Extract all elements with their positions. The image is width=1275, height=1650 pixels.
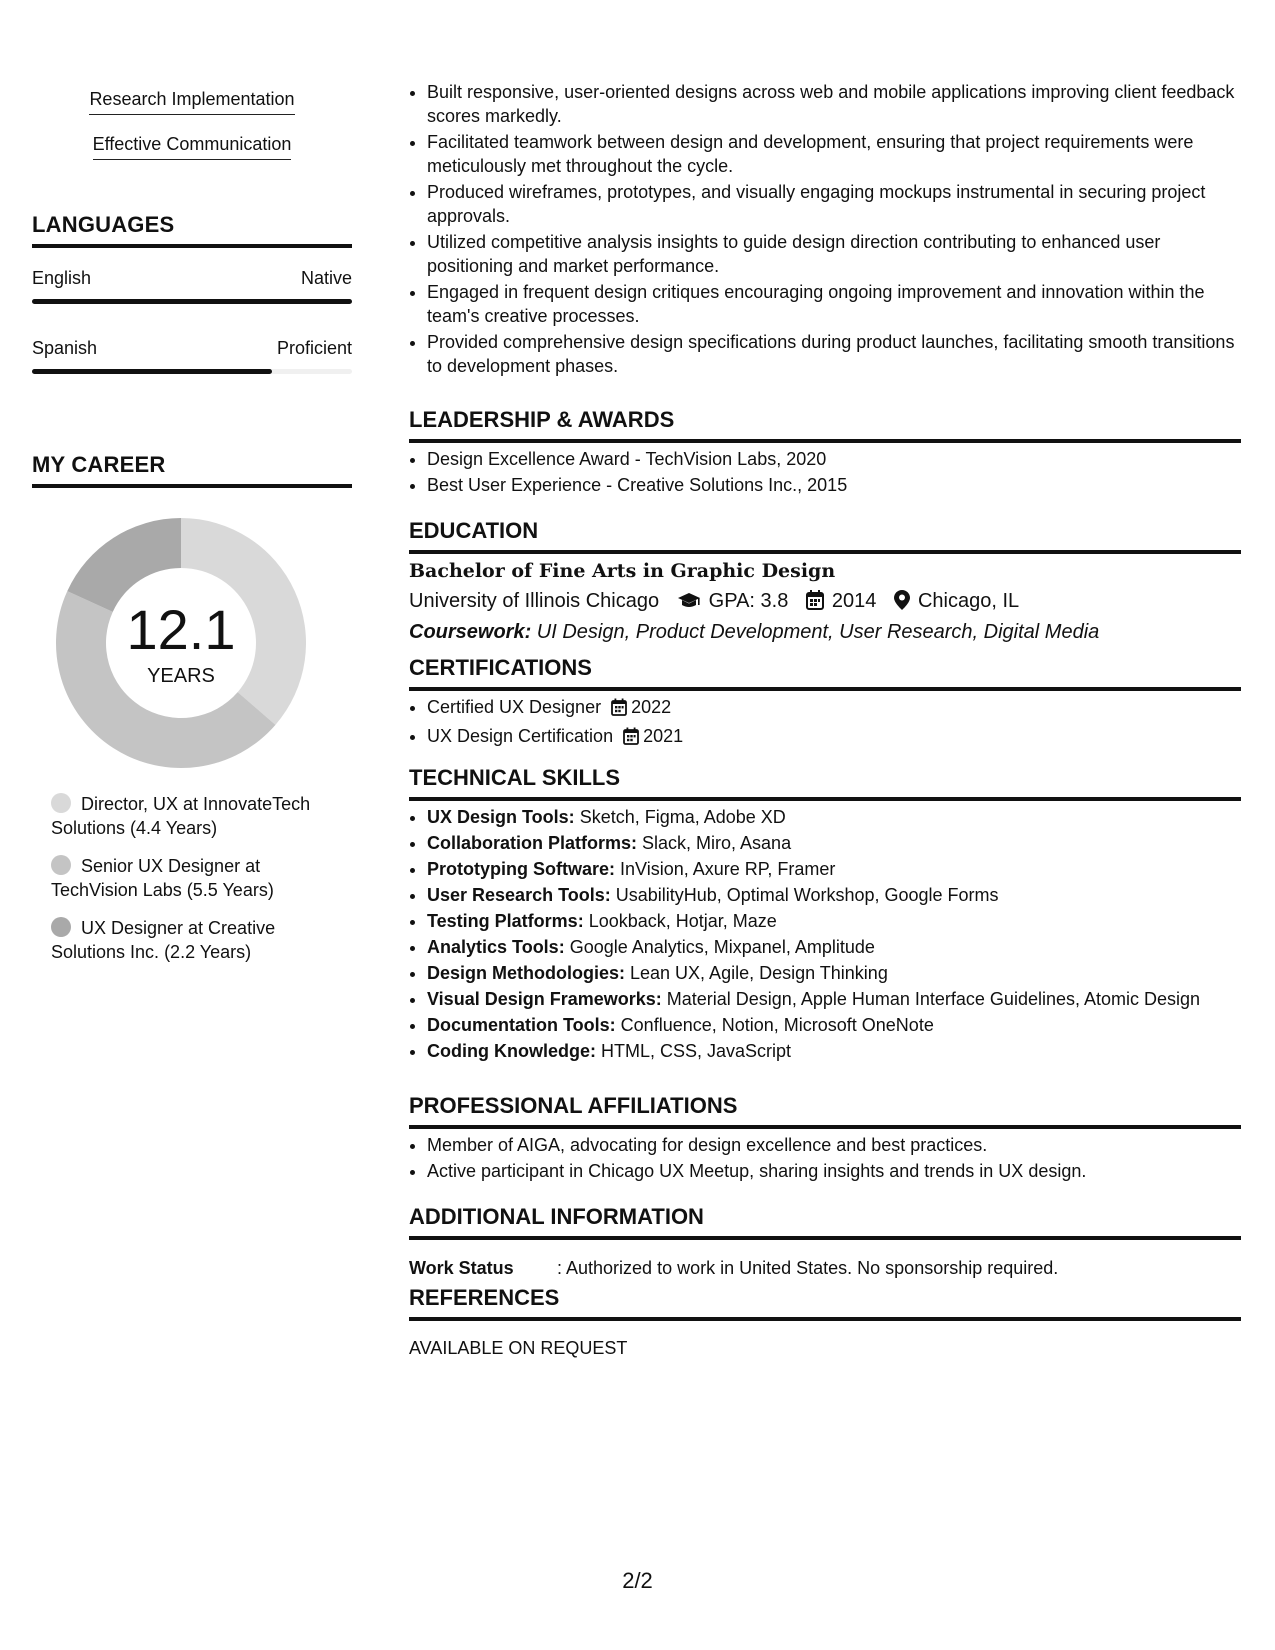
skill-tag: Effective Communication [32, 131, 352, 160]
location-pin-icon [894, 590, 910, 617]
list-item: • Coding Knowledge: HTML, CSS, JavaScript [427, 1039, 1241, 1063]
career-donut-chart [56, 518, 306, 768]
language-level: Proficient [276, 338, 352, 358]
list-item: • Design Methodologies: Lean UX, Agile, Design Thinking [427, 961, 1241, 985]
affiliations-heading: PROFESSIONAL AFFILIATIONS [409, 1093, 1241, 1129]
career-heading: MY CAREER [32, 452, 352, 488]
legend-dot-icon [51, 793, 71, 813]
list-item: • Analytics Tools: Google Analytics, Mixpanel, Amplitude [427, 935, 1241, 959]
calendar-icon [806, 590, 824, 617]
education-heading: EDUCATION [409, 518, 1241, 554]
education-location: Chicago, IL [917, 590, 1020, 612]
career-legend-item: Senior UX Designer at TechVision Labs (5.5 Years) [51, 856, 274, 900]
legend-dot-icon [51, 917, 71, 937]
career-total: 12.1 [126, 598, 236, 661]
education-details [409, 588, 1019, 617]
leadership-heading: LEADERSHIP & AWARDS [409, 407, 1241, 443]
calendar-icon [623, 727, 639, 751]
list-item: • Provided comprehensive design specifications during product launches, facilitating smooth transitions to development phases. [427, 330, 1241, 378]
career-legend-item: Director, UX at InnovateTech Solutions (4.4 Years) [51, 794, 311, 838]
list-item: • Utilized competitive analysis insights to guide design direction contributing to enhanced user positioning and market performance. [427, 230, 1241, 278]
career-unit: YEARS [147, 665, 215, 687]
list-item: • Collaboration Platforms: Slack, Miro, Asana [427, 831, 1241, 855]
page-number: 2/2 [622, 1568, 653, 1593]
list-item: • Facilitated teamwork between design and development, ensuring that project requirements were meticulously met throughout the cycle. [427, 130, 1241, 178]
languages-heading: LANGUAGES [32, 212, 352, 248]
references-heading: REFERENCES [409, 1285, 1241, 1321]
list-item: • Best User Experience - Creative Solutions Inc., 2015 [427, 473, 1241, 497]
certifications-list [427, 695, 1241, 753]
graduation-cap-icon [677, 591, 701, 617]
technical-skills-heading: TECHNICAL SKILLS [409, 765, 1241, 801]
language-bar [32, 299, 352, 304]
list-item: • Prototyping Software: InVision, Axure RP, Framer [427, 857, 1241, 881]
work-status: Work Status : Authorized to work in United States. No sponsorship required. [409, 1258, 1059, 1278]
list-item: • Design Excellence Award - TechVision Labs, 2020 [427, 447, 1241, 471]
degree-title: Bachelor of Fine Arts in Graphic Design [409, 560, 836, 582]
list-item: • Active participant in Chicago UX Meetup, sharing insights and trends in UX design. [427, 1159, 1241, 1183]
list-item: • Member of AIGA, advocating for design excellence and best practices. [427, 1133, 1241, 1157]
graduation-year: 2014 [831, 590, 877, 612]
list-item: • UX Design Tools: Sketch, Figma, Adobe XD [427, 805, 1241, 829]
certifications-heading: CERTIFICATIONS [409, 655, 1241, 691]
language-bar-fill [32, 369, 272, 374]
list-item: • Engaged in frequent design critiques encouraging ongoing improvement and innovation within the team's creative processes. [427, 280, 1241, 328]
language-name: English [32, 268, 92, 288]
list-item: • User Research Tools: UsabilityHub, Optimal Workshop, Google Forms [427, 883, 1241, 907]
language-name: Spanish [32, 338, 98, 358]
list-item: • Produced wireframes, prototypes, and visually engaging mockups instrumental in securing project approvals. [427, 180, 1241, 228]
gpa: GPA: 3.8 [708, 590, 789, 612]
career-legend-item: UX Designer at Creative Solutions Inc. (2.2 Years) [51, 918, 276, 962]
language-level: Native [300, 268, 352, 288]
list-item: • Testing Platforms: Lookback, Hotjar, Maze [427, 909, 1241, 933]
coursework: Coursework: UI Design, Product Development, User Research, Digital Media [409, 621, 1100, 643]
skill-tag: Research Implementation [32, 86, 352, 115]
school-name: University of Illinois Chicago [409, 590, 660, 612]
list-item: • Documentation Tools: Confluence, Notion, Microsoft OneNote [427, 1013, 1241, 1037]
list-item: • Visual Design Frameworks: Material Design, Apple Human Interface Guidelines, Atomic Design [427, 987, 1241, 1011]
list-item: • UX Design Certification 2021 [427, 724, 1241, 751]
language-bar [32, 369, 352, 374]
list-item: • Built responsive, user-oriented designs across web and mobile applications improving client feedback scores markedly. [427, 80, 1241, 128]
technical-skills-list [427, 805, 1241, 1065]
leadership-list [427, 447, 1241, 499]
language-bar-fill [32, 299, 352, 304]
experience-bullets [427, 80, 1241, 380]
additional-info-heading: ADDITIONAL INFORMATION [409, 1204, 1241, 1240]
calendar-icon [611, 698, 627, 722]
affiliations-list [427, 1133, 1241, 1185]
references-text: AVAILABLE ON REQUEST [409, 1338, 628, 1358]
list-item: • Certified UX Designer 2022 [427, 695, 1241, 722]
legend-dot-icon [51, 855, 71, 875]
